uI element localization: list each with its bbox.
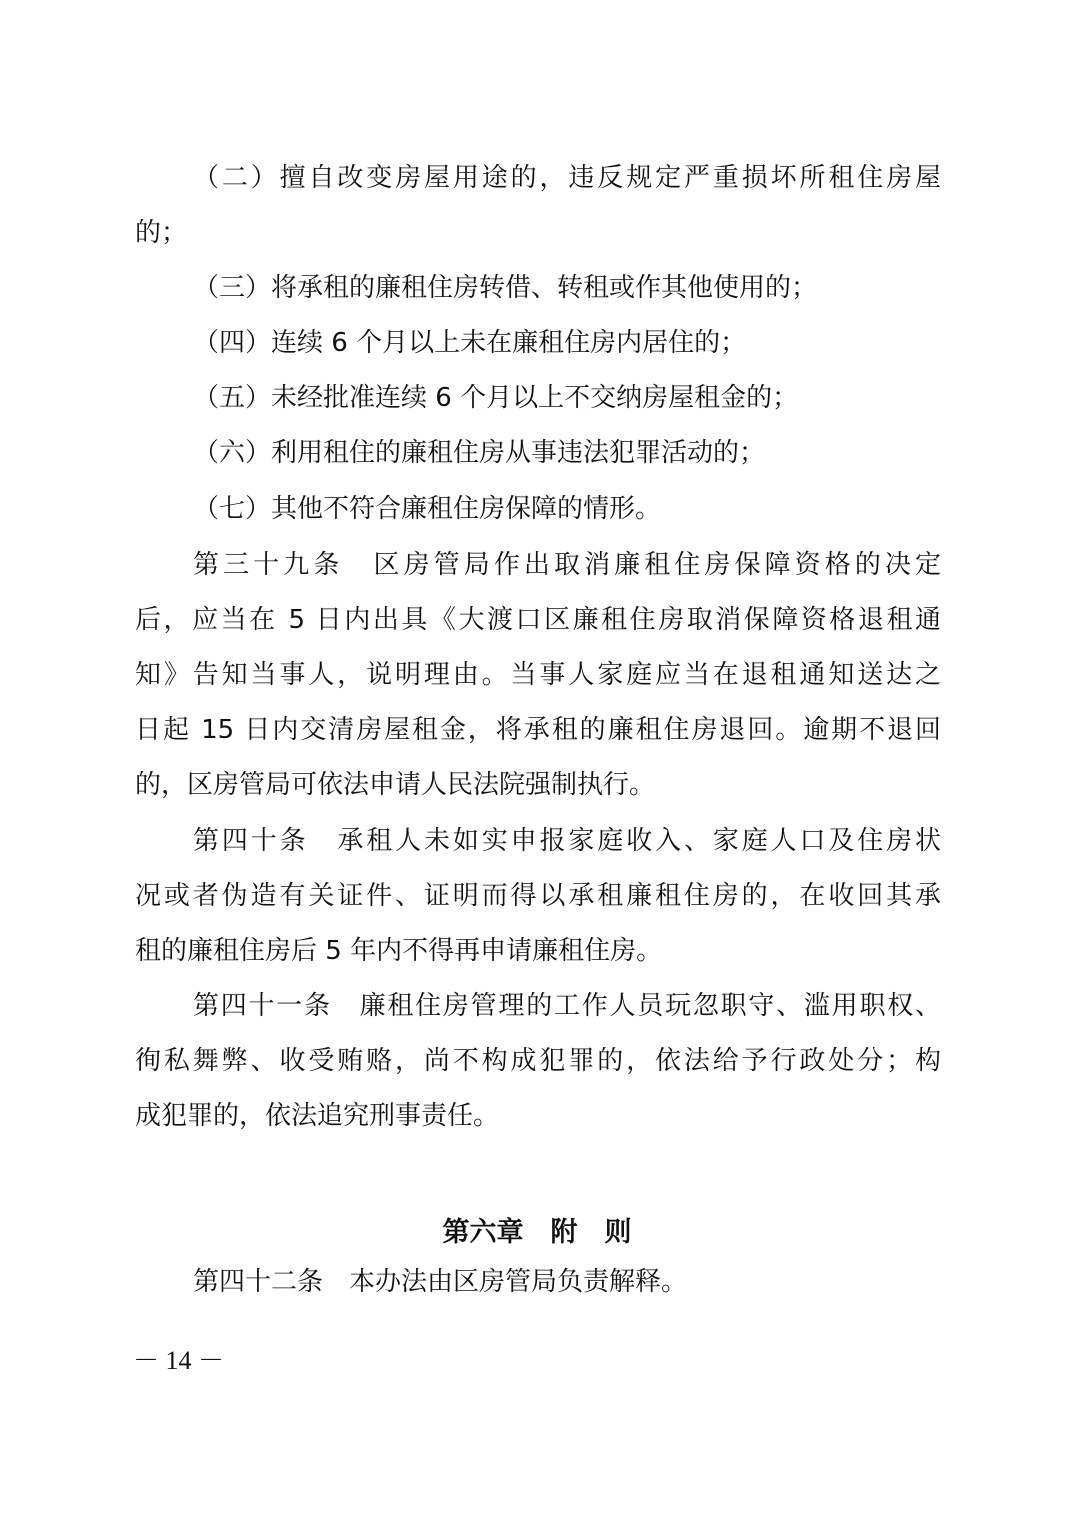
text-line: （七）其他不符合廉租住房保障的情形。 bbox=[193, 494, 662, 524]
text-line: （五）未经批准连续 6 个月以上不交纳房屋租金的； bbox=[193, 383, 799, 413]
text-line: 的，区房管局可依法申请人民法院强制执行。 bbox=[135, 770, 656, 800]
text-line: 的； bbox=[135, 218, 188, 248]
article-42-line: 第四十二条 本办法由区房管局负责解释。 bbox=[193, 1267, 688, 1297]
text-line: 日起 15 日内交清房屋租金，将承租的廉租住房退回。逾期不退回 bbox=[135, 715, 941, 745]
text-line: （六）利用租住的廉租住房从事违法犯罪活动的； bbox=[193, 438, 766, 468]
article-39-line: 第三十九条 区房管局作出取消廉租住房保障资格的决定 bbox=[193, 550, 941, 580]
chapter-heading: 第六章 附 则 bbox=[442, 1217, 632, 1248]
article-40-line: 第四十条 承租人未如实申报家庭收入、家庭人口及住房状 bbox=[193, 826, 941, 856]
text-line: 租的廉租住房后 5 年内不得再申请廉租住房。 bbox=[135, 936, 663, 966]
text-line: （二）擅自改变房屋用途的，违反规定严重损坏所租住房屋 bbox=[193, 163, 941, 193]
text-line: 后，应当在 5 日内出具《大渡口区廉租住房取消保障资格退租通 bbox=[135, 605, 941, 635]
article-41-line: 第四十一条 廉租住房管理的工作人员玩忽职守、滥用职权、 bbox=[193, 991, 941, 1021]
text-line: 成犯罪的，依法追究刑事责任。 bbox=[135, 1101, 500, 1131]
text-line: （三）将承租的廉租住房转借、转租或作其他使用的； bbox=[193, 273, 818, 303]
text-line: 知》告知当事人，说明理由。当事人家庭应当在退租通知送达之 bbox=[135, 660, 941, 690]
page-number: － 14 － bbox=[133, 1346, 225, 1375]
text-line: 徇私舞弊、收受贿赂，尚不构成犯罪的，依法给予行政处分；构 bbox=[135, 1046, 941, 1076]
text-line: （四）连续 6 个月以上未在廉租住房内居住的； bbox=[193, 328, 747, 358]
text-line: 况或者伪造有关证件、证明而得以承租廉租住房的，在收回其承 bbox=[135, 881, 941, 911]
